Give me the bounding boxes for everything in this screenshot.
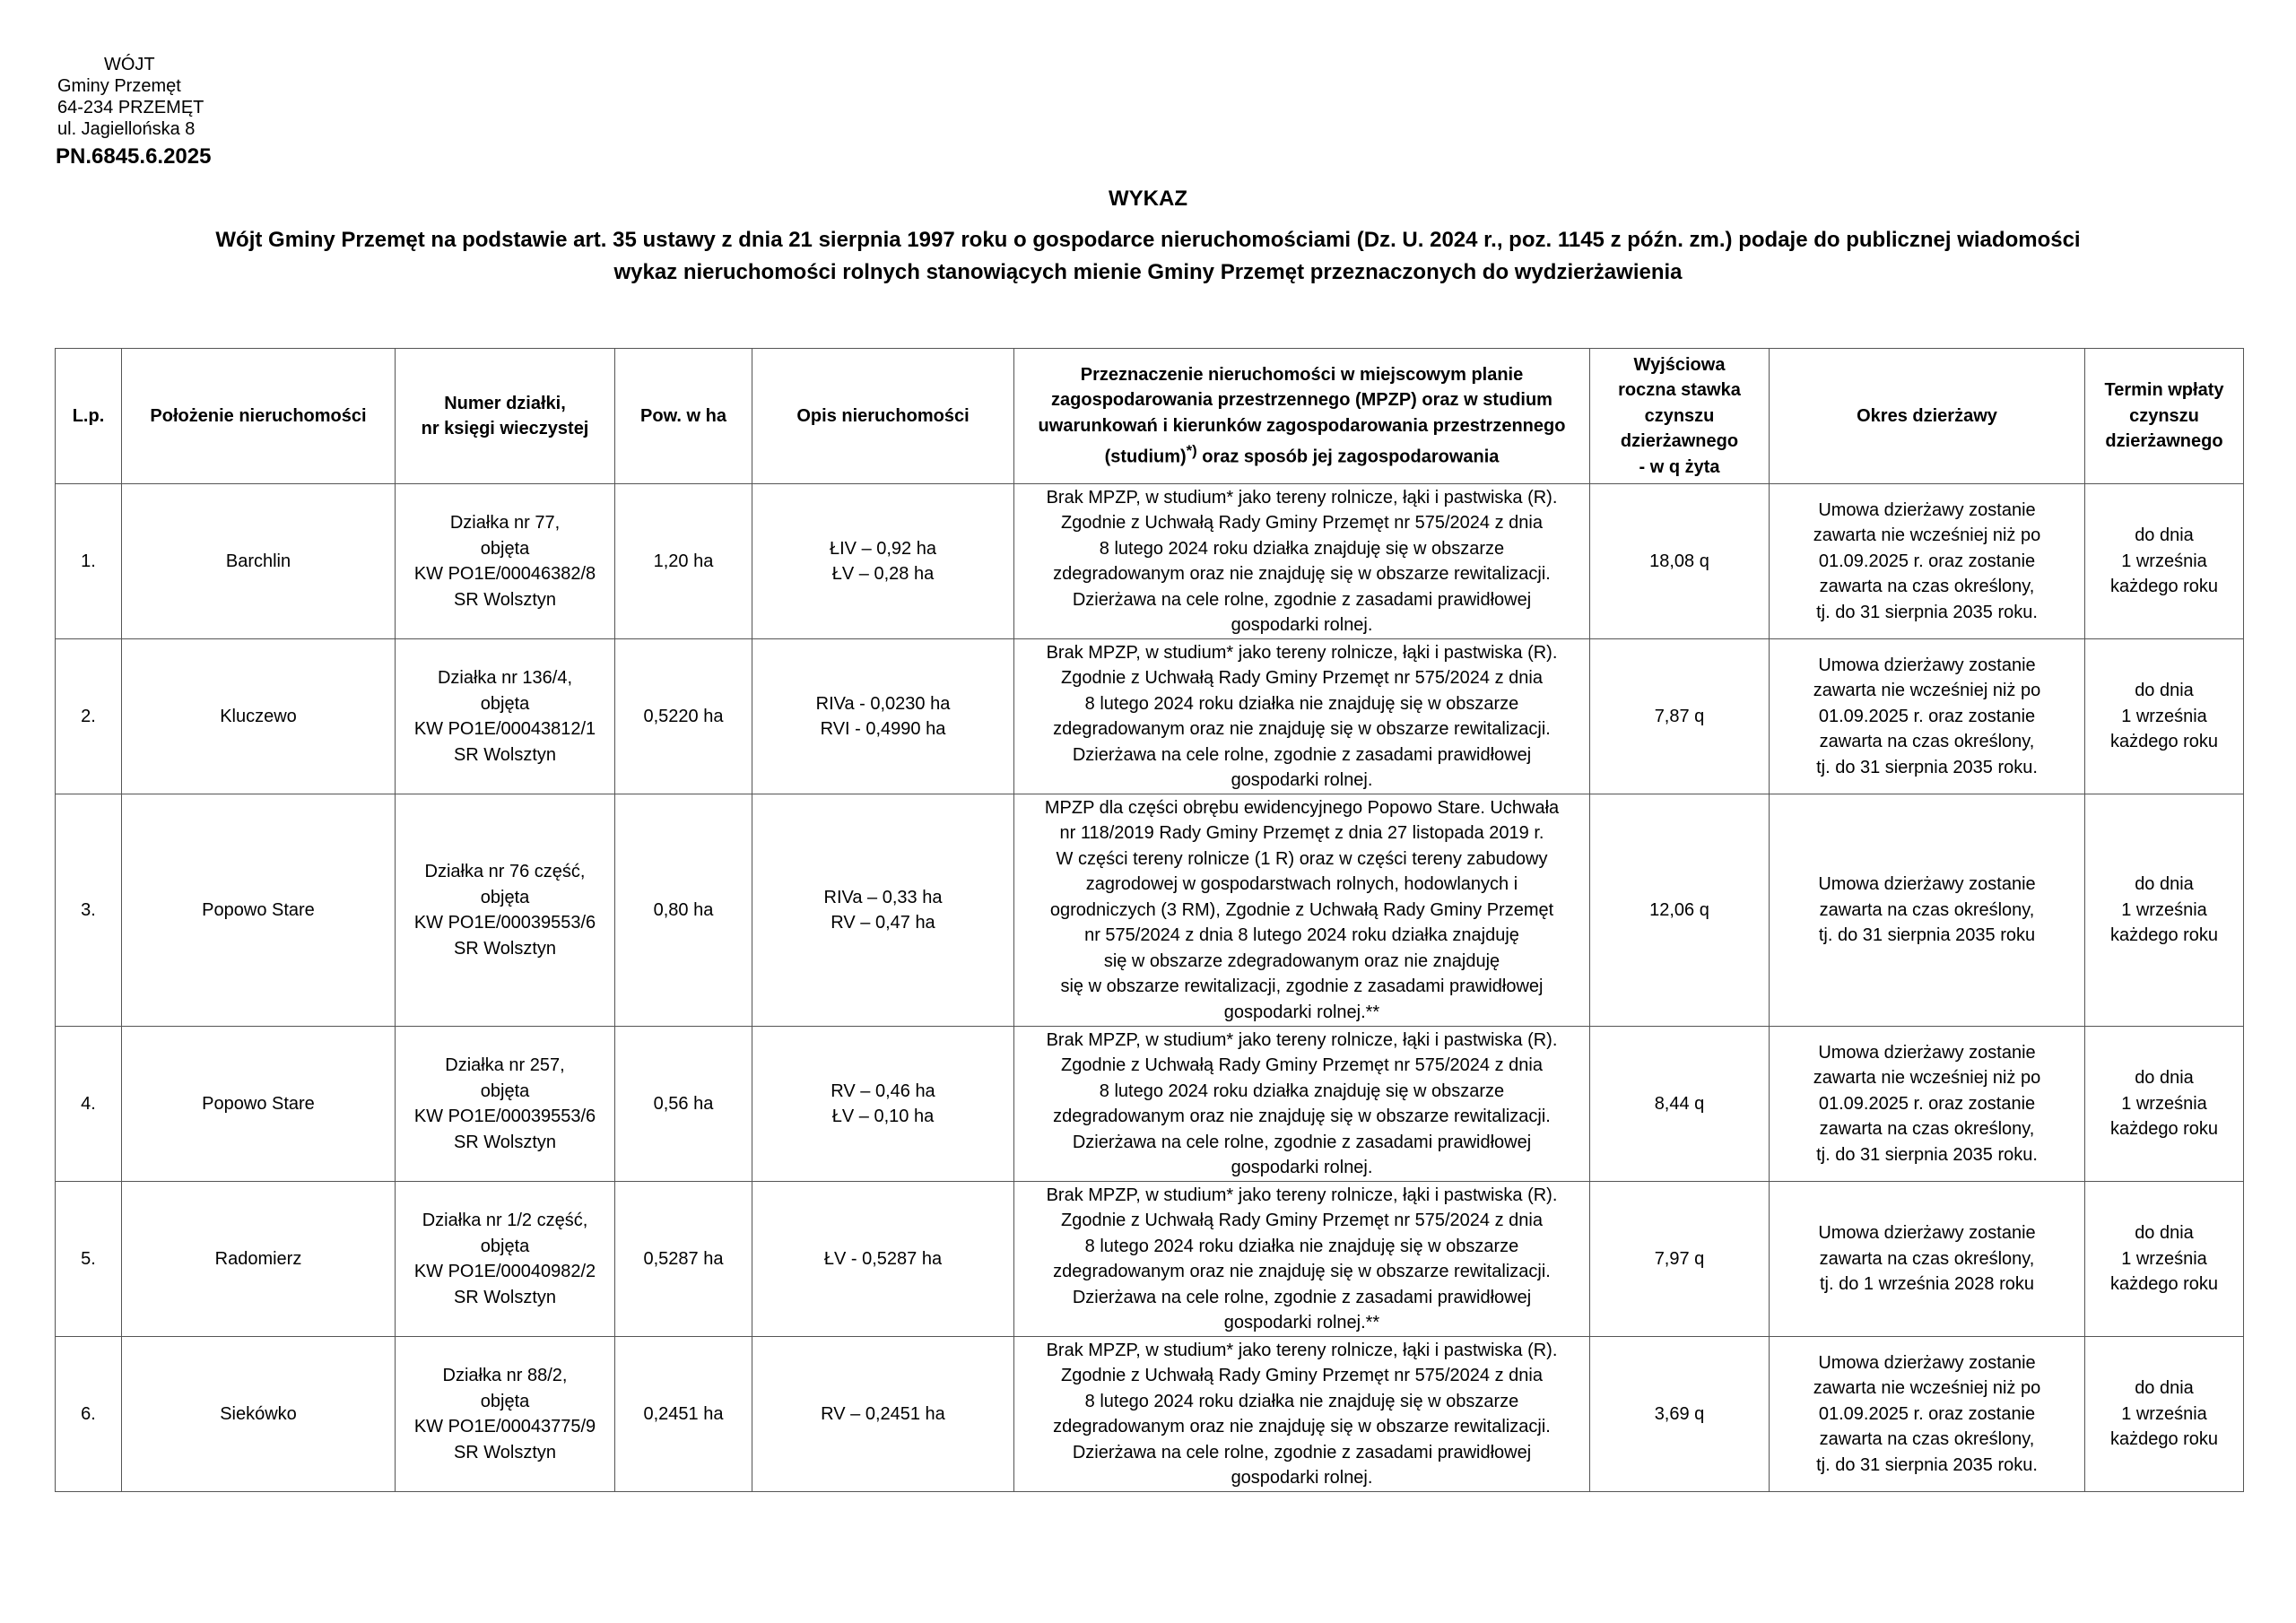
- document-title: WYKAZ: [1109, 187, 1187, 211]
- cell-area: 0,5220 ha: [615, 639, 752, 794]
- cell-lp: 6.: [56, 1337, 122, 1492]
- cell-location: Barchlin: [122, 484, 396, 639]
- cell-rate: 12,06 q: [1590, 794, 1770, 1027]
- cell-rate: 18,08 q: [1590, 484, 1770, 639]
- intro-line-2: wykaz nieruchomości rolnych stanowiących mienie Gminy Przemęt przeznaczonych do wydzierżawienia: [613, 260, 1683, 284]
- cell-parcel: Działka nr 1/2 część, objęta KW PO1E/00040982/2 SR Wolsztyn: [396, 1182, 615, 1337]
- cell-rate: 7,97 q: [1590, 1182, 1770, 1337]
- cell-lp: 5.: [56, 1182, 122, 1337]
- header-location: Położenie nieruchomości: [122, 349, 396, 484]
- cell-description: ŁIV – 0,92 ha ŁV – 0,28 ha: [752, 484, 1014, 639]
- cell-purpose: Brak MPZP, w studium* jako tereny rolnicze, łąki i pastwiska (R). Zgodnie z Uchwałą Rady Gminy Przemęt nr 575/2024 z dnia 8 lutego 2024 roku działka nie znajduję się w obszarze zdegradowanym oraz nie znajduję się w obszarze rewitalizacji. Dzierżawa na cele rolne, zgodnie z zasadami prawidłowej gospodarki rolnej.: [1014, 639, 1590, 794]
- cell-purpose: MPZP dla części obrębu ewidencyjnego Popowo Stare. Uchwała nr 118/2019 Rady Gminy Przemęt z dnia 27 listopada 2019 r. W części tereny rolnicze (1 R) oraz w części tereny zabudowy zagrodowej w gospodarstwach rolnych, hodowlanych i ogrodniczych (3 RM), Zgodnie z Uchwałą Rady Gminy Przemęt nr 575/2024 z dnia 8 lutego 2024 roku działka znajduję się w obszarze zdegradowanym oraz nie znajduję się w obszarze rewitalizacji, zgodnie z zasadami prawidłowej gospodarki rolnej.**: [1014, 794, 1590, 1027]
- cell-description: RV – 0,2451 ha: [752, 1337, 1014, 1492]
- sender-address: [57, 54, 204, 140]
- table-header-row: [56, 349, 2244, 484]
- cell-period: Umowa dzierżawy zostanie zawarta nie wcześniej niż po 01.09.2025 r. oraz zostanie zawarta na czas określony, tj. do 31 sierpnia 2035 roku.: [1770, 639, 2085, 794]
- cell-description: ŁV - 0,5287 ha: [752, 1182, 1014, 1337]
- cell-purpose: Brak MPZP, w studium* jako tereny rolnicze, łąki i pastwiska (R). Zgodnie z Uchwałą Rady Gminy Przemęt nr 575/2024 z dnia 8 lutego 2024 roku działka znajduję się w obszarze zdegradowanym oraz nie znajduję się w obszarze rewitalizacji. Dzierżawa na cele rolne, zgodnie z zasadami prawidłowej gospodarki rolnej.: [1014, 484, 1590, 639]
- cell-period: Umowa dzierżawy zostanie zawarta nie wcześniej niż po 01.09.2025 r. oraz zostanie zawarta na czas określony, tj. do 31 sierpnia 2035 roku.: [1770, 484, 2085, 639]
- table-row: [56, 484, 2244, 639]
- cell-parcel: Działka nr 77, objęta KW PO1E/00046382/8 SR Wolsztyn: [396, 484, 615, 639]
- cell-period: Umowa dzierżawy zostanie zawarta na czas określony, tj. do 31 sierpnia 2035 roku: [1770, 794, 2085, 1027]
- header-description: Opis nieruchomości: [752, 349, 1014, 484]
- cell-location: Radomierz: [122, 1182, 396, 1337]
- header-area: Pow. w ha: [615, 349, 752, 484]
- cell-parcel: Działka nr 76 część, objęta KW PO1E/00039553/6 SR Wolsztyn: [396, 794, 615, 1027]
- property-table: [55, 348, 2244, 1492]
- cell-payment: do dnia 1 września każdego roku: [2085, 1182, 2244, 1337]
- cell-payment: do dnia 1 września każdego roku: [2085, 639, 2244, 794]
- header-period: Okres dzierżawy: [1770, 349, 2085, 484]
- header-payment: Termin wpłaty czynszu dzierżawnego: [2085, 349, 2244, 484]
- sender-municipality: Gminy Przemęt: [57, 76, 181, 96]
- cell-area: 1,20 ha: [615, 484, 752, 639]
- cell-area: 0,2451 ha: [615, 1337, 752, 1492]
- header-purpose-text-end: oraz sposób jej zagospodarowania: [1196, 447, 1500, 467]
- table-row: [56, 639, 2244, 794]
- cell-payment: do dnia 1 września każdego roku: [2085, 1027, 2244, 1182]
- cell-rate: 3,69 q: [1590, 1337, 1770, 1492]
- intro-line-1: Wójt Gminy Przemęt na podstawie art. 35 ustawy z dnia 21 sierpnia 1997 roku o gospodarce nieruchomościami (Dz. U. 2024 r., poz. 1145 z późn. zm.) podaje do publicznej wiadomości: [215, 228, 2081, 252]
- cell-payment: do dnia 1 września każdego roku: [2085, 794, 2244, 1027]
- cell-parcel: Działka nr 88/2, objęta KW PO1E/00043775/9 SR Wolsztyn: [396, 1337, 615, 1492]
- cell-purpose: Brak MPZP, w studium* jako tereny rolnicze, łąki i pastwiska (R). Zgodnie z Uchwałą Rady Gminy Przemęt nr 575/2024 z dnia 8 lutego 2024 roku działka nie znajduję się w obszarze zdegradowanym oraz nie znajduję się w obszarze rewitalizacji. Dzierżawa na cele rolne, zgodnie z zasadami prawidłowej gospodarki rolnej.**: [1014, 1182, 1590, 1337]
- header-rate: Wyjściowa roczna stawka czynszu dzierżawnego - w q żyta: [1590, 349, 1770, 484]
- cell-payment: do dnia 1 września każdego roku: [2085, 484, 2244, 639]
- cell-location: Siekówko: [122, 1337, 396, 1492]
- cell-lp: 3.: [56, 794, 122, 1027]
- header-parcel: Numer działki, nr księgi wieczystej: [396, 349, 615, 484]
- table-row: [56, 1182, 2244, 1337]
- cell-location: Kluczewo: [122, 639, 396, 794]
- reference-number: PN.6845.6.2025: [56, 144, 212, 169]
- cell-purpose: Brak MPZP, w studium* jako tereny rolnicze, łąki i pastwiska (R). Zgodnie z Uchwałą Rady Gminy Przemęt nr 575/2024 z dnia 8 lutego 2024 roku działka nie znajduję się w obszarze zdegradowanym oraz nie znajduję się w obszarze rewitalizacji. Dzierżawa na cele rolne, zgodnie z zasadami prawidłowej gospodarki rolnej.: [1014, 1337, 1590, 1492]
- cell-lp: 4.: [56, 1027, 122, 1182]
- cell-period: Umowa dzierżawy zostanie zawarta nie wcześniej niż po 01.09.2025 r. oraz zostanie zawarta na czas określony, tj. do 31 sierpnia 2035 roku.: [1770, 1337, 2085, 1492]
- cell-location: Popowo Stare: [122, 1027, 396, 1182]
- cell-parcel: Działka nr 257, objęta KW PO1E/00039553/6 SR Wolsztyn: [396, 1027, 615, 1182]
- cell-rate: 7,87 q: [1590, 639, 1770, 794]
- header-purpose-text: Przeznaczenie nieruchomości w miejscowym planie zagospodarowania przestrzennego (MPZP) oraz w studium uwarunkowań i kierunków zagospodarowania przestrzennego (studium): [1038, 364, 1566, 467]
- table-row: [56, 794, 2244, 1027]
- cell-location: Popowo Stare: [122, 794, 396, 1027]
- header-purpose: [1014, 349, 1590, 484]
- table-row: [56, 1337, 2244, 1492]
- cell-area: 0,56 ha: [615, 1027, 752, 1182]
- table-row: [56, 1027, 2244, 1182]
- cell-period: Umowa dzierżawy zostanie zawarta nie wcześniej niż po 01.09.2025 r. oraz zostanie zawarta na czas określony, tj. do 31 sierpnia 2035 roku.: [1770, 1027, 2085, 1182]
- cell-lp: 1.: [56, 484, 122, 639]
- header-purpose-footnote-mark: *): [1186, 442, 1197, 460]
- cell-area: 0,5287 ha: [615, 1182, 752, 1337]
- cell-lp: 2.: [56, 639, 122, 794]
- cell-area: 0,80 ha: [615, 794, 752, 1027]
- cell-purpose: Brak MPZP, w studium* jako tereny rolnicze, łąki i pastwiska (R). Zgodnie z Uchwałą Rady Gminy Przemęt nr 575/2024 z dnia 8 lutego 2024 roku działka znajduję się w obszarze zdegradowanym oraz nie znajduję się w obszarze rewitalizacji. Dzierżawa na cele rolne, zgodnie z zasadami prawidłowej gospodarki rolnej.: [1014, 1027, 1590, 1182]
- sender-postcode: 64-234 PRZEMĘT: [57, 98, 204, 117]
- sender-title: WÓJT: [104, 55, 155, 74]
- cell-description: RIVa – 0,33 ha RV – 0,47 ha: [752, 794, 1014, 1027]
- intro-text: [54, 224, 2242, 289]
- cell-period: Umowa dzierżawy zostanie zawarta na czas określony, tj. do 1 września 2028 roku: [1770, 1182, 2085, 1337]
- cell-payment: do dnia 1 września każdego roku: [2085, 1337, 2244, 1492]
- cell-parcel: Działka nr 136/4, objęta KW PO1E/00043812/1 SR Wolsztyn: [396, 639, 615, 794]
- sender-street: ul. Jagiellońska 8: [57, 119, 196, 139]
- cell-description: RV – 0,46 ha ŁV – 0,10 ha: [752, 1027, 1014, 1182]
- header-lp: L.p.: [56, 349, 122, 484]
- cell-description: RIVa - 0,0230 ha RVI - 0,4990 ha: [752, 639, 1014, 794]
- cell-rate: 8,44 q: [1590, 1027, 1770, 1182]
